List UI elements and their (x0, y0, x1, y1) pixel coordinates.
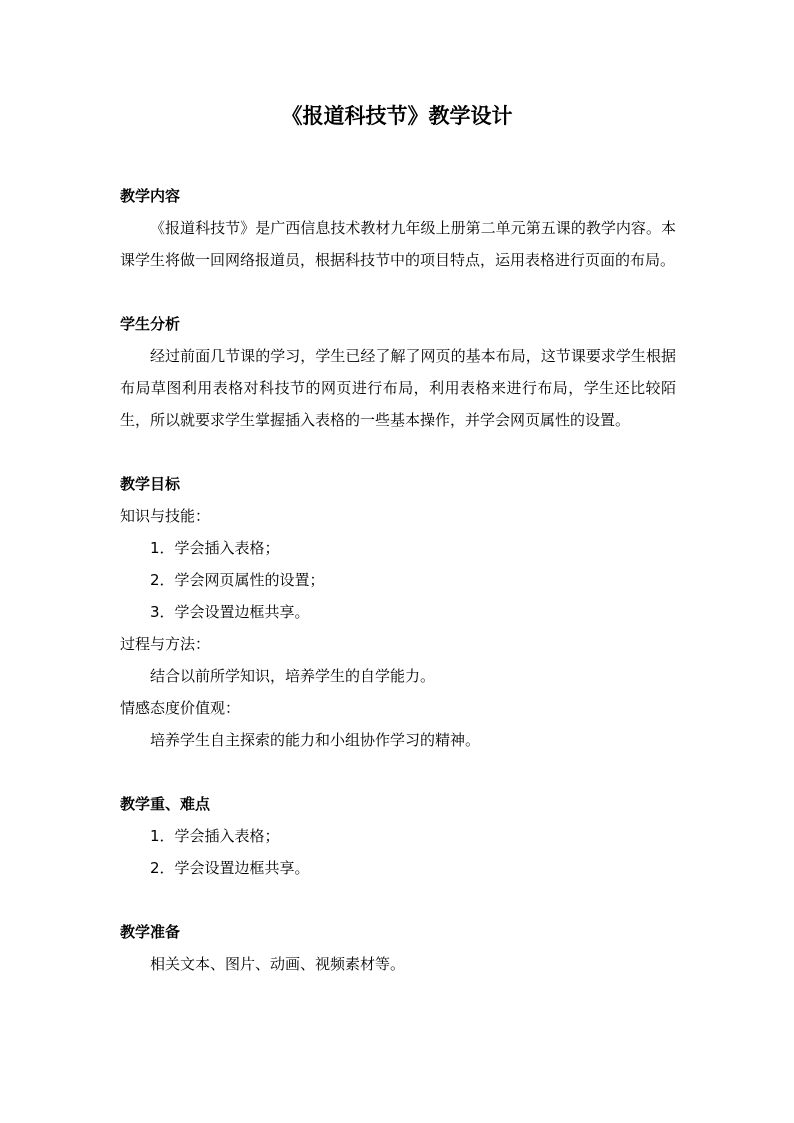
section-teaching-goals (120, 468, 676, 756)
teaching-content-paragraph: 《报道科技节》是广西信息技术教材九年级上册第二单元第五课的教学内容。本课学生将做一回网络报道员，根据科技节中的项目特点，运用表格进行页面的布局。 (120, 219, 676, 269)
preparation-text: 相关文本、图片、动画、视频素材等。 (150, 955, 406, 973)
section-key-points (120, 788, 676, 884)
key-point-item-1: 1．学会插入表格； (150, 827, 280, 845)
section-heading-preparation: 教学准备 (120, 923, 181, 941)
section-heading-student-analysis: 学生分析 (120, 315, 181, 333)
knowledge-item-1: 1．学会插入表格； (150, 539, 280, 557)
section-student-analysis (120, 308, 676, 436)
document-title: 《报道科技节》教学设计 (281, 103, 513, 128)
knowledge-item-2: 2．学会网页属性的设置； (150, 571, 325, 589)
section-heading-teaching-goals: 教学目标 (120, 475, 181, 493)
section-preparation (120, 916, 676, 980)
section-heading-key-points: 教学重、难点 (120, 795, 211, 813)
process-methods-label: 过程与方法： (120, 635, 211, 653)
emotion-values-text: 培养学生自主探索的能力和小组协作学习的精神。 (150, 731, 481, 749)
knowledge-item-3: 3．学会设置边框共享。 (150, 603, 310, 621)
section-teaching-content (120, 180, 676, 276)
section-heading-teaching-content: 教学内容 (120, 187, 181, 205)
process-methods-text: 结合以前所学知识，培养学生的自学能力。 (150, 667, 436, 685)
emotion-values-label: 情感态度价值观： (120, 699, 241, 717)
key-point-item-2: 2．学会设置边框共享。 (150, 859, 310, 877)
knowledge-skills-label: 知识与技能： (120, 507, 211, 525)
document-body (120, 180, 676, 1012)
student-analysis-paragraph: 经过前面几节课的学习，学生已经了解了网页的基本布局，这节课要求学生根据布局草图利用表格对科技节的网页进行布局，利用表格来进行布局，学生还比较陌生，所以就要求学生掌握插入表格的一些基本操作，并学会网页属性的设置。 (120, 347, 676, 429)
